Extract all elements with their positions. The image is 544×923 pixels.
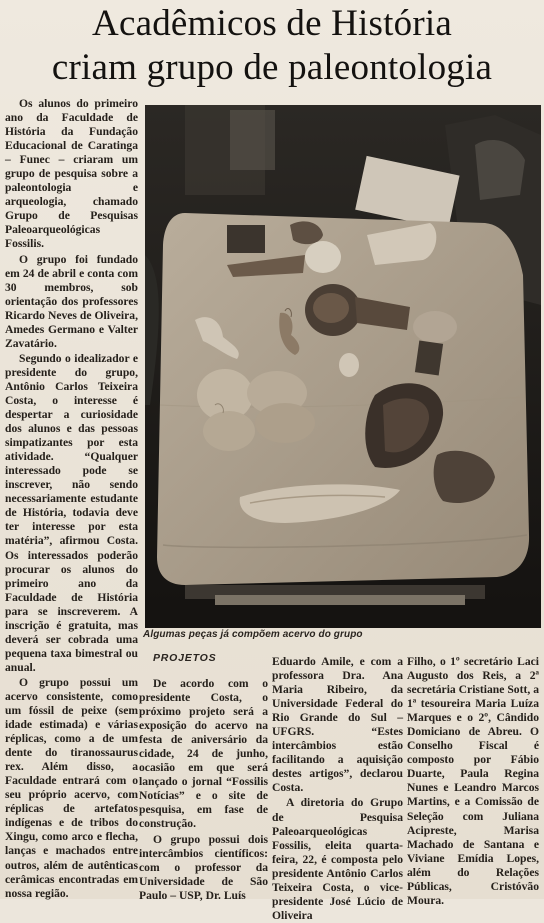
section-label-projetos: PROJETOS: [153, 652, 217, 664]
article-column-left: [5, 97, 138, 901]
fossil-photo-illustration: [145, 105, 541, 628]
headline: [0, 2, 544, 90]
paragraph: O grupo possui dois intercâmbios científicos: com o professor da Universidade de São Paulo – USP, Dr. Luís: [139, 832, 268, 902]
headline-line-1: Acadêmicos de História: [92, 3, 452, 44]
paragraph: Os alunos do primeiro ano da Faculdade de História da Fundação Educacional de Caratinga – Funec – criaram um grupo de pesquisa sobre a paleontologia e arqueologia, chamado Grupo de Pesquisas Paleoarqueológicas Fossilis.: [5, 97, 138, 251]
fossil-photo: [145, 105, 541, 628]
paragraph: O grupo possui um acervo consistente, como um fóssil de peixe (sem idade estimada) e várias réplicas, como a de um dente do tiranossaurus rex. Além disso, a Faculdade entrará com o seu próprio acervo, com réplicas de artefatos indígenas e de tribos do Xingu, como arco e flecha, lanças e machados entre outros, além de autênticas cerâmicas encontradas em nossa região.: [5, 675, 138, 900]
article-column-3: [272, 655, 403, 923]
paragraph: Eduardo Amile, e com a professora Dra. Ana Maria Ribeiro, da Universidade Federal do Rio Grande do Sul – UFGRS. “Estes intercâmbios estão facilitando a aquisição destes artigos”, declarou Costa.: [272, 655, 403, 795]
paragraph: A diretoria do Grupo de Pesquisa Paleoarqueológicas Fossilis, eleita quarta-feira, 22, é composta pelo presidente Antônio Carlos Teixeira Costa, o vice-presidente José Lúcio de Oliveira: [272, 796, 403, 922]
paragraph: O grupo foi fundado em 24 de abril e conta com 30 membros, sob orientação dos professores Ricardo Neves de Oliveira, Amedes Germano e Valter Zavatário.: [5, 252, 138, 350]
paragraph: Filho, o 1º secretário Laci Augusto dos Reis, a 2ª secretária Cristiane Sott, a 1ª tesoureira Maria Luíza Marques e o 2º, Cândido Domiciano de Abreu. O Conselho Fiscal é composto por Fábio Duarte, Paula Regina Nunes e Leandro Marcos Martins, e a Comissão de Seleção com Juliana Acipreste, Marisa Machado de Santana e Viviane Emídia Lopes, além do Relações Públicas, Cristóvão Moura.: [407, 655, 539, 907]
headline-line-2: criam grupo de paleontologia: [51, 47, 493, 88]
photo-caption: Algumas peças já compõem acervo do grupo: [143, 629, 363, 640]
paragraph: De acordo com o presidente Costa, o próximo projeto será a exposição do acervo na festa de aniversário da cidade, 24 de junho, ocasião em que será lançado o jornal “Fossilis Notícias” e o site de pesquisa, em fase de construção.: [139, 677, 268, 831]
article-column-4: [407, 655, 539, 908]
paragraph: Segundo o idealizador e presidente do grupo, Antônio Carlos Teixeira Costa, o interesse é despertar a curiosidade dos alunos e das pessoas simpatizantes por esta atividade. “Qualquer interessado pode se inscrever, não sendo necessariamente estudante de História, todavia deve ter interesse por esta matéria”, afirmou Costa. Os interessados poderão procurar os alunos do primeiro ano da Faculdade de História para se inscreverem. A inscrição é gratuita, mas deverá ser cobrada uma pequena taxa bimestral ou anual.: [5, 351, 138, 674]
article-column-2: [139, 677, 268, 903]
